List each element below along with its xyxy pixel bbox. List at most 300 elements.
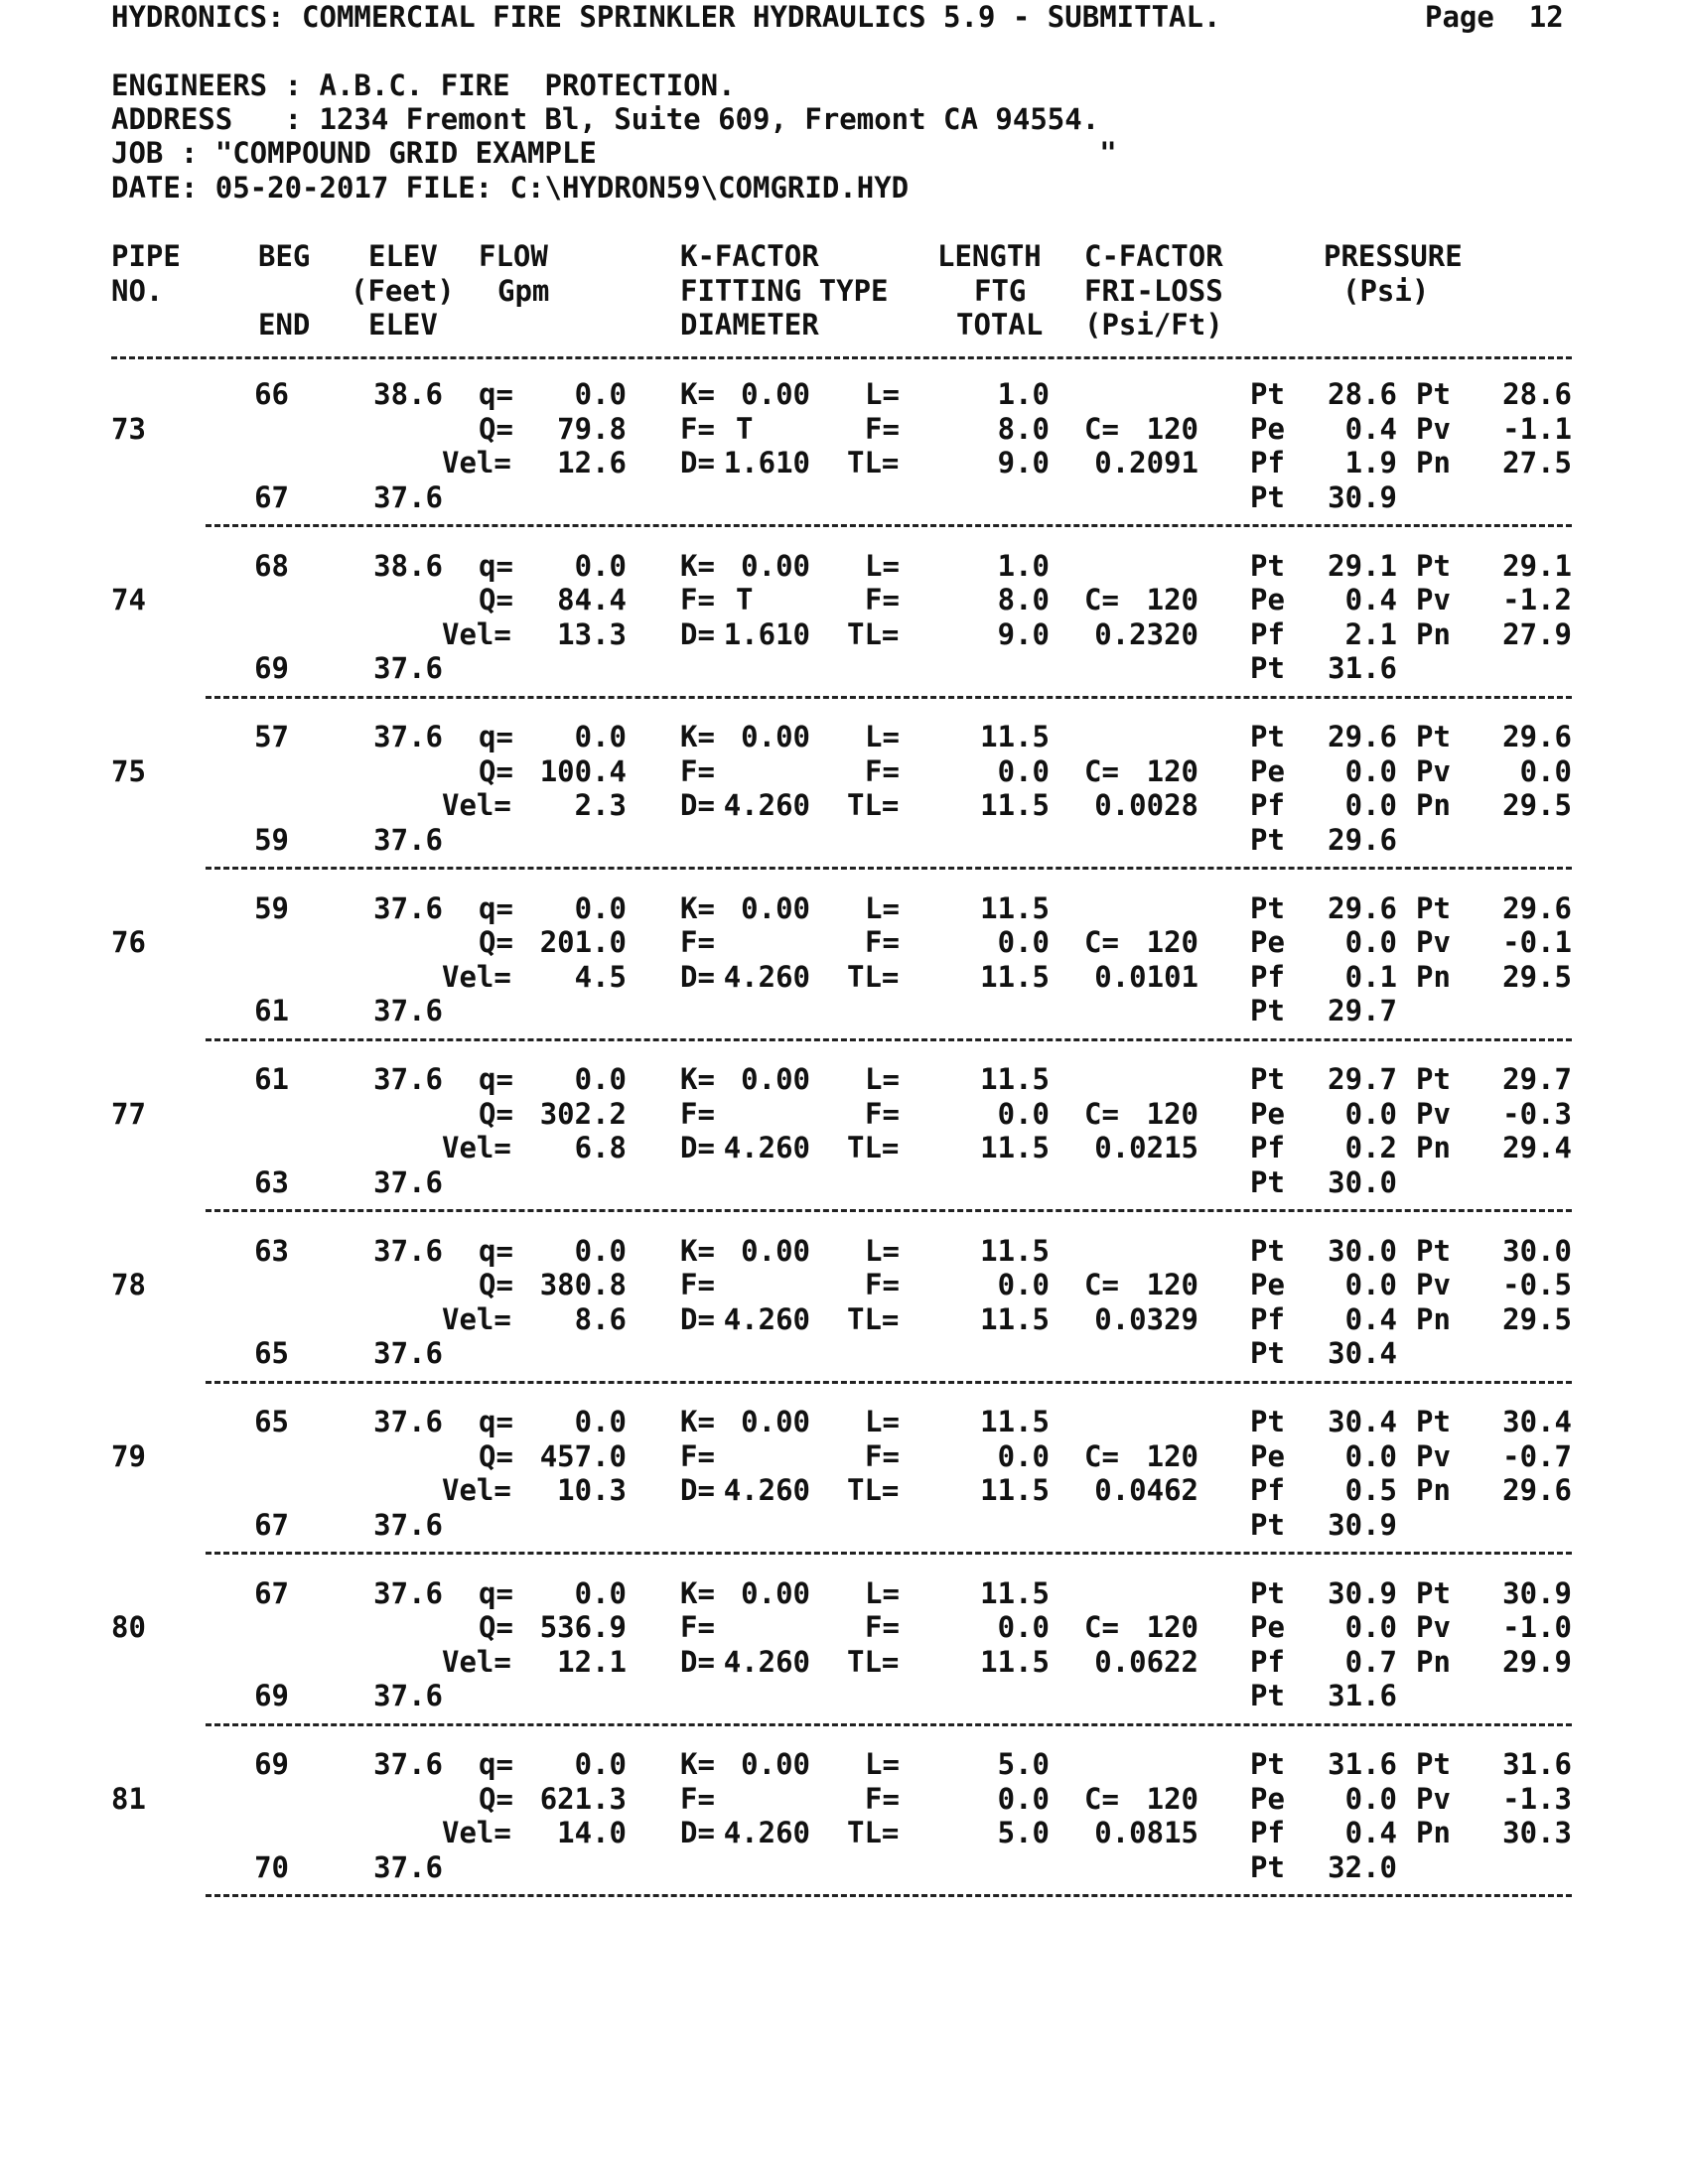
tl-label: TL=: [847, 959, 900, 994]
pn-value: 29.5: [1502, 959, 1572, 994]
vel-value: 12.6: [557, 446, 627, 479]
k-label: K=: [680, 720, 715, 753]
l-label: L=: [865, 1233, 900, 1268]
pt-end-label: Pt: [1250, 1679, 1285, 1712]
ftg-value: 0.0: [997, 753, 1050, 788]
d-label: D=: [680, 1644, 715, 1679]
k-label: K=: [680, 548, 715, 583]
ftg-label: F=: [865, 583, 900, 616]
pv-value: -0.7: [1502, 1438, 1572, 1473]
q-label: q=: [479, 377, 513, 411]
c-value: 120: [1146, 925, 1198, 959]
pipe-number: 74: [111, 583, 146, 616]
col-psi-ft: (Psi/Ft): [1084, 308, 1223, 341]
pf-value: 0.0: [1344, 788, 1397, 822]
ftg-label: F=: [865, 1096, 900, 1131]
col-beg: BEG: [258, 239, 311, 273]
pf-label: Pf: [1250, 1473, 1285, 1507]
end-elevation: 37.6: [373, 822, 443, 857]
col-end-elev: ELEV: [368, 308, 438, 341]
length-value: 1.0: [997, 548, 1050, 583]
q-label: q=: [479, 1233, 513, 1268]
pe-value: 0.0: [1344, 1610, 1397, 1644]
beg-elevation: 37.6: [373, 720, 443, 753]
c-value: 120: [1146, 1268, 1198, 1301]
pt-label: Pt: [1250, 1062, 1285, 1096]
length-value: 11.5: [980, 1062, 1050, 1096]
d-label: D=: [680, 446, 715, 479]
beg-elevation: 37.6: [373, 1062, 443, 1096]
pv-value: -0.1: [1502, 925, 1572, 959]
pv-value: -1.0: [1502, 1610, 1572, 1644]
pt-label: Pt: [1250, 720, 1285, 753]
pe-label: Pe: [1250, 1268, 1285, 1301]
q-value: 0.0: [574, 720, 627, 753]
col-gpm: Gpm: [497, 274, 550, 308]
q-label: q=: [479, 1405, 513, 1438]
col-feet: (Feet): [351, 274, 455, 308]
pt-label: Pt: [1250, 890, 1285, 925]
pn-label: Pn: [1416, 616, 1451, 651]
pf-label: Pf: [1250, 446, 1285, 479]
pn-value: 29.4: [1502, 1131, 1572, 1164]
f-label: F=: [680, 1268, 715, 1301]
beg-node: 57: [254, 720, 289, 753]
beg-node: 61: [254, 1062, 289, 1096]
vel-value: 13.3: [557, 616, 627, 651]
pe-label: Pe: [1250, 583, 1285, 616]
row-separator: [206, 696, 1572, 699]
col-cfactor: C-FACTOR: [1084, 239, 1223, 273]
pn-label: Pn: [1416, 1131, 1451, 1164]
c-label: C=: [1084, 1438, 1119, 1473]
pn-value: 27.5: [1502, 446, 1572, 479]
vel-label: Vel=: [442, 1816, 511, 1849]
col-no: NO.: [111, 274, 164, 308]
Q-value: 457.0: [539, 1438, 627, 1473]
tl-value: 9.0: [997, 616, 1050, 651]
pn-label: Pn: [1416, 959, 1451, 994]
c-label: C=: [1084, 411, 1119, 446]
q-value: 0.0: [574, 377, 627, 411]
ftg-label: F=: [865, 753, 900, 788]
row-separator: [206, 1209, 1572, 1212]
q-label: q=: [479, 548, 513, 583]
Q-value: 79.8: [557, 411, 627, 446]
diameter-value: 1.610: [723, 616, 810, 651]
ftg-value: 0.0: [997, 1438, 1050, 1473]
pv-value: -0.3: [1502, 1096, 1572, 1131]
d-label: D=: [680, 1301, 715, 1336]
pn-label: Pn: [1416, 788, 1451, 822]
pe-value: 0.0: [1344, 1268, 1397, 1301]
k-label: K=: [680, 1575, 715, 1610]
length-value: 11.5: [980, 720, 1050, 753]
pt-end-value: 31.6: [1328, 651, 1397, 685]
tl-value: 11.5: [980, 788, 1050, 822]
pe-label: Pe: [1250, 1610, 1285, 1644]
col-fitting-type: FITTING TYPE: [680, 274, 889, 308]
pe-value: 0.4: [1344, 411, 1397, 446]
end-elevation: 37.6: [373, 1164, 443, 1199]
end-node: 61: [254, 994, 289, 1027]
pn-label: Pn: [1416, 1473, 1451, 1507]
pf-value: 0.4: [1344, 1816, 1397, 1849]
c-label: C=: [1084, 753, 1119, 788]
l-label: L=: [865, 548, 900, 583]
pt-value: 30.0: [1328, 1233, 1397, 1268]
end-node: 70: [254, 1849, 289, 1884]
pt2-label: Pt: [1416, 1062, 1451, 1096]
pe-value: 0.4: [1344, 583, 1397, 616]
pt-end-value: 29.6: [1328, 822, 1397, 857]
pf-label: Pf: [1250, 959, 1285, 994]
pt-value: 29.7: [1328, 1062, 1397, 1096]
row-separator: [206, 1038, 1572, 1041]
pf-value: 0.1: [1344, 959, 1397, 994]
c-label: C=: [1084, 925, 1119, 959]
pv-label: Pv: [1416, 1096, 1451, 1131]
pn-label: Pn: [1416, 446, 1451, 479]
q-value: 0.0: [574, 890, 627, 925]
pt-label: Pt: [1250, 377, 1285, 411]
k-value: 0.00: [741, 1233, 810, 1268]
l-label: L=: [865, 377, 900, 411]
Q-value: 201.0: [539, 925, 627, 959]
pv-label: Pv: [1416, 1268, 1451, 1301]
pe-label: Pe: [1250, 753, 1285, 788]
pe-label: Pe: [1250, 925, 1285, 959]
q-label: q=: [479, 1575, 513, 1610]
pv-value: -0.5: [1502, 1268, 1572, 1301]
pv-label: Pv: [1416, 1438, 1451, 1473]
ftg-label: F=: [865, 411, 900, 446]
pt2-value: 28.6: [1502, 377, 1572, 411]
f-label: F=: [680, 411, 715, 446]
job-line: JOB : "COMPOUND GRID EXAMPLE ": [111, 136, 1117, 170]
Q-value: 380.8: [539, 1268, 627, 1301]
tl-label: TL=: [847, 1816, 900, 1849]
q-label: q=: [479, 720, 513, 753]
k-value: 0.00: [741, 1405, 810, 1438]
tl-label: TL=: [847, 616, 900, 651]
header-separator: [111, 356, 1572, 359]
ftg-value: 0.0: [997, 1610, 1050, 1644]
pt2-value: 29.6: [1502, 890, 1572, 925]
friloss-value: 0.0622: [1094, 1644, 1198, 1679]
k-label: K=: [680, 890, 715, 925]
pt-end-label: Pt: [1250, 651, 1285, 685]
pf-label: Pf: [1250, 1301, 1285, 1336]
end-node: 69: [254, 1679, 289, 1712]
pn-label: Pn: [1416, 1816, 1451, 1849]
address-line: ADDRESS : 1234 Fremont Bl, Suite 609, Fremont CA 94554.: [111, 102, 1100, 136]
tl-value: 11.5: [980, 1301, 1050, 1336]
c-value: 120: [1146, 583, 1198, 616]
c-label: C=: [1084, 1781, 1119, 1816]
pipe-number: 77: [111, 1096, 146, 1131]
pv-value: -1.1: [1502, 411, 1572, 446]
Q-label: Q=: [479, 753, 513, 788]
pt2-label: Pt: [1416, 1575, 1451, 1610]
f-label: F=: [680, 1438, 715, 1473]
pt-label: Pt: [1250, 1233, 1285, 1268]
c-value: 120: [1146, 411, 1198, 446]
pf-value: 0.7: [1344, 1644, 1397, 1679]
length-value: 11.5: [980, 1233, 1050, 1268]
Q-label: Q=: [479, 925, 513, 959]
Q-value: 536.9: [539, 1610, 627, 1644]
ftg-value: 0.0: [997, 925, 1050, 959]
diameter-value: 4.260: [723, 788, 810, 822]
tl-label: TL=: [847, 1644, 900, 1679]
col-diameter: DIAMETER: [680, 308, 819, 341]
end-elevation: 37.6: [373, 1336, 443, 1370]
pt2-value: 31.6: [1502, 1747, 1572, 1781]
row-separator: [206, 524, 1572, 527]
friloss-value: 0.0101: [1094, 959, 1198, 994]
tl-label: TL=: [847, 1301, 900, 1336]
pn-label: Pn: [1416, 1644, 1451, 1679]
pipe-number: 81: [111, 1781, 146, 1816]
d-label: D=: [680, 1816, 715, 1849]
length-value: 5.0: [997, 1747, 1050, 1781]
pt-value: 30.9: [1328, 1575, 1397, 1610]
q-value: 0.0: [574, 1575, 627, 1610]
pt2-label: Pt: [1416, 1405, 1451, 1438]
pe-value: 0.0: [1344, 1096, 1397, 1131]
pf-label: Pf: [1250, 788, 1285, 822]
f-label: F=: [680, 925, 715, 959]
q-value: 0.0: [574, 1233, 627, 1268]
diameter-value: 4.260: [723, 1131, 810, 1164]
vel-value: 8.6: [574, 1301, 627, 1336]
k-value: 0.00: [741, 377, 810, 411]
friloss-value: 0.0462: [1094, 1473, 1198, 1507]
d-label: D=: [680, 1131, 715, 1164]
tl-value: 9.0: [997, 446, 1050, 479]
length-value: 11.5: [980, 1405, 1050, 1438]
ftg-label: F=: [865, 1781, 900, 1816]
pt-end-label: Pt: [1250, 479, 1285, 514]
pe-value: 0.0: [1344, 1438, 1397, 1473]
pt2-value: 29.6: [1502, 720, 1572, 753]
beg-elevation: 37.6: [373, 1747, 443, 1781]
col-psi: (Psi): [1342, 274, 1430, 308]
vel-value: 10.3: [557, 1473, 627, 1507]
ftg-value: 8.0: [997, 583, 1050, 616]
vel-label: Vel=: [442, 1131, 511, 1164]
vel-value: 4.5: [574, 959, 627, 994]
friloss-value: 0.0028: [1094, 788, 1198, 822]
k-label: K=: [680, 1747, 715, 1781]
row-separator: [206, 1552, 1572, 1555]
beg-elevation: 37.6: [373, 1405, 443, 1438]
pt-end-value: 30.4: [1328, 1336, 1397, 1370]
col-friloss: FRI-LOSS: [1084, 274, 1223, 308]
vel-label: Vel=: [442, 1473, 511, 1507]
f-label: F=: [680, 753, 715, 788]
c-label: C=: [1084, 1610, 1119, 1644]
col-pressure: PRESSURE: [1324, 239, 1463, 273]
length-value: 11.5: [980, 1575, 1050, 1610]
tl-value: 5.0: [997, 1816, 1050, 1849]
beg-elevation: 38.6: [373, 548, 443, 583]
engineers-line: ENGINEERS : A.B.C. FIRE PROTECTION.: [111, 68, 736, 102]
pf-value: 0.5: [1344, 1473, 1397, 1507]
end-elevation: 37.6: [373, 994, 443, 1027]
end-node: 65: [254, 1336, 289, 1370]
k-value: 0.00: [741, 720, 810, 753]
q-value: 0.0: [574, 1062, 627, 1096]
q-label: q=: [479, 890, 513, 925]
row-separator: [206, 1894, 1572, 1897]
d-label: D=: [680, 616, 715, 651]
pn-value: 27.9: [1502, 616, 1572, 651]
Q-label: Q=: [479, 583, 513, 616]
pt-end-label: Pt: [1250, 1336, 1285, 1370]
pt2-value: 30.9: [1502, 1575, 1572, 1610]
diameter-value: 4.260: [723, 959, 810, 994]
beg-elevation: 37.6: [373, 890, 443, 925]
diameter-value: 1.610: [723, 446, 810, 479]
diameter-value: 4.260: [723, 1301, 810, 1336]
pt2-label: Pt: [1416, 1233, 1451, 1268]
fitting-value: T: [736, 583, 754, 616]
ftg-label: F=: [865, 1438, 900, 1473]
q-label: q=: [479, 1062, 513, 1096]
beg-elevation: 38.6: [373, 377, 443, 411]
vel-label: Vel=: [442, 616, 511, 651]
pn-value: 29.5: [1502, 1301, 1572, 1336]
l-label: L=: [865, 890, 900, 925]
end-elevation: 37.6: [373, 479, 443, 514]
tl-label: TL=: [847, 1131, 900, 1164]
length-value: 11.5: [980, 890, 1050, 925]
beg-node: 68: [254, 548, 289, 583]
ftg-value: 0.0: [997, 1268, 1050, 1301]
Q-label: Q=: [479, 1438, 513, 1473]
tl-value: 11.5: [980, 1473, 1050, 1507]
pv-label: Pv: [1416, 753, 1451, 788]
pv-label: Pv: [1416, 925, 1451, 959]
f-label: F=: [680, 1781, 715, 1816]
pt-label: Pt: [1250, 1575, 1285, 1610]
col-length: LENGTH: [937, 239, 1042, 273]
friloss-value: 0.0329: [1094, 1301, 1198, 1336]
vel-label: Vel=: [442, 1301, 511, 1336]
pt2-value: 30.4: [1502, 1405, 1572, 1438]
c-value: 120: [1146, 1096, 1198, 1131]
pt2-label: Pt: [1416, 377, 1451, 411]
pe-label: Pe: [1250, 1438, 1285, 1473]
pf-label: Pf: [1250, 1131, 1285, 1164]
pipe-number: 79: [111, 1438, 146, 1473]
c-value: 120: [1146, 1438, 1198, 1473]
beg-node: 66: [254, 377, 289, 411]
beg-node: 63: [254, 1233, 289, 1268]
ftg-label: F=: [865, 1610, 900, 1644]
pt-end-label: Pt: [1250, 1849, 1285, 1884]
pt-end-label: Pt: [1250, 822, 1285, 857]
pipe-number: 73: [111, 411, 146, 446]
tl-value: 11.5: [980, 1131, 1050, 1164]
vel-value: 14.0: [557, 1816, 627, 1849]
beg-node: 67: [254, 1575, 289, 1610]
col-total: TOTAL: [956, 308, 1044, 341]
f-label: F=: [680, 583, 715, 616]
col-ftg: FTG: [974, 274, 1027, 308]
pt2-label: Pt: [1416, 720, 1451, 753]
Q-label: Q=: [479, 1781, 513, 1816]
pv-label: Pv: [1416, 1781, 1451, 1816]
c-label: C=: [1084, 1096, 1119, 1131]
pe-label: Pe: [1250, 411, 1285, 446]
vel-label: Vel=: [442, 446, 511, 479]
beg-node: 59: [254, 890, 289, 925]
ftg-value: 8.0: [997, 411, 1050, 446]
tl-label: TL=: [847, 1473, 900, 1507]
k-value: 0.00: [741, 1747, 810, 1781]
pt-end-value: 30.9: [1328, 479, 1397, 514]
report-title: HYDRONICS: COMMERCIAL FIRE SPRINKLER HYDRAULICS 5.9 - SUBMITTAL.: [111, 0, 1221, 34]
tl-value: 11.5: [980, 1644, 1050, 1679]
k-value: 0.00: [741, 548, 810, 583]
col-flow: FLOW: [479, 239, 548, 273]
pt-end-value: 30.0: [1328, 1164, 1397, 1199]
k-label: K=: [680, 1062, 715, 1096]
friloss-value: 0.2320: [1094, 616, 1198, 651]
k-value: 0.00: [741, 890, 810, 925]
pt-end-value: 31.6: [1328, 1679, 1397, 1712]
l-label: L=: [865, 1062, 900, 1096]
pf-value: 0.4: [1344, 1301, 1397, 1336]
c-value: 120: [1146, 1610, 1198, 1644]
col-pipe: PIPE: [111, 239, 181, 273]
pe-value: 0.0: [1344, 1781, 1397, 1816]
d-label: D=: [680, 788, 715, 822]
beg-node: 65: [254, 1405, 289, 1438]
ftg-label: F=: [865, 1268, 900, 1301]
end-node: 59: [254, 822, 289, 857]
pv-label: Pv: [1416, 583, 1451, 616]
pipe-number: 75: [111, 753, 146, 788]
Q-label: Q=: [479, 411, 513, 446]
pv-label: Pv: [1416, 411, 1451, 446]
c-value: 120: [1146, 753, 1198, 788]
pt2-value: 30.0: [1502, 1233, 1572, 1268]
pn-value: 29.6: [1502, 1473, 1572, 1507]
ftg-label: F=: [865, 925, 900, 959]
vel-label: Vel=: [442, 788, 511, 822]
k-label: K=: [680, 377, 715, 411]
pt-end-label: Pt: [1250, 994, 1285, 1027]
diameter-value: 4.260: [723, 1473, 810, 1507]
pt-value: 31.6: [1328, 1747, 1397, 1781]
date-line: DATE: 05-20-2017 FILE: C:\HYDRON59\COMGRID.HYD: [111, 171, 910, 205]
pf-value: 0.2: [1344, 1131, 1397, 1164]
pt2-value: 29.7: [1502, 1062, 1572, 1096]
vel-label: Vel=: [442, 959, 511, 994]
pt2-value: 29.1: [1502, 548, 1572, 583]
Q-value: 621.3: [539, 1781, 627, 1816]
q-value: 0.0: [574, 1405, 627, 1438]
end-node: 63: [254, 1164, 289, 1199]
end-elevation: 37.6: [373, 1507, 443, 1542]
pt2-label: Pt: [1416, 548, 1451, 583]
pt-value: 29.1: [1328, 548, 1397, 583]
f-label: F=: [680, 1610, 715, 1644]
